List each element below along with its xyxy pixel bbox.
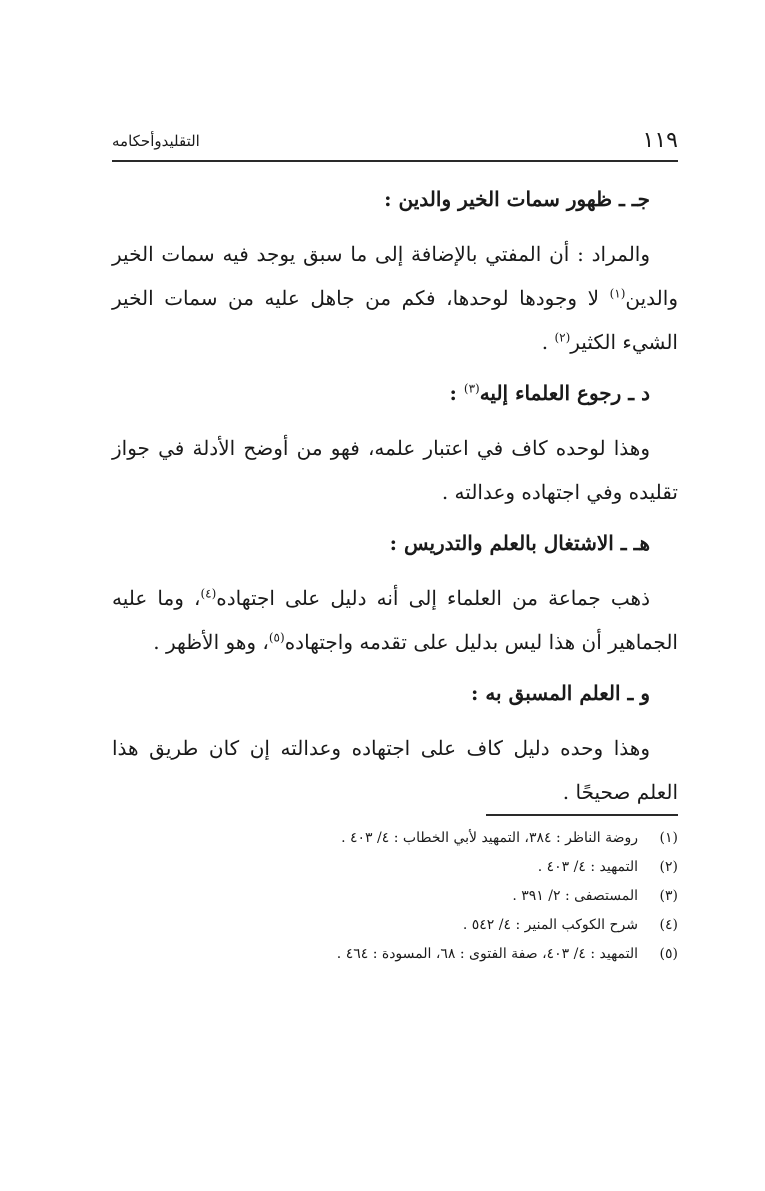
section-heading-j: جـ ـ ظهور سمات الخير والدين : <box>384 187 650 211</box>
footnote-marker-2[interactable]: (٢) <box>554 330 571 345</box>
section-d-paragraph: وهذا لوحده كاف في اعتبار علمه، فهو من أوضح الأدلة في جواز تقليده وفي اجتهاده وعدالته . <box>112 436 678 504</box>
section-heading-w: و ـ العلم المسبق به : <box>470 681 650 705</box>
footnote-marker-5[interactable]: (٥) <box>268 630 285 645</box>
running-title: التقليدوأحكامه <box>112 132 200 150</box>
footnote-3: (٣)المستصفى : ٢/ ٣٩١ . <box>512 888 678 904</box>
section-h-paragraph: ذهب جماعة من العلماء إلى أنه دليل على اجتهاده$^{(٤)}$، وما عليه الجماهير أن هذا ليس بدليل على تقدمه واجتهاده$^{(٥)}$، وهو الأظهر . <box>112 586 678 654</box>
main-text <box>112 178 678 828</box>
page-number: ١١٩ <box>642 128 678 153</box>
footnote-marker-3[interactable]: (٣) <box>463 381 480 396</box>
footnote-1: (١)روضة الناظر : ٣٨٤، التمهيد لأبي الخطاب : ٤/ ٤٠٣ . <box>341 830 678 846</box>
section-j-paragraph: والمراد : أن المفتي بالإضافة إلى ما سبق يوجد فيه سمات الخير والدين$^{(١)}$ لا وجودها لوحدها، فكم من جاهل عليه من سمات الخير الشيء الكثير$^{(٢)}$ . <box>112 242 678 354</box>
footnote-2: (٢)التمهيد : ٤/ ٤٠٣ . <box>537 859 678 875</box>
footnote-marker-4[interactable]: (٤) <box>200 586 217 601</box>
header-rule <box>112 160 678 162</box>
footnote-5: (٥)التمهيد : ٤/ ٤٠٣، صفة الفتوى : ٦٨، المسودة : ٤٦٤ . <box>336 946 678 962</box>
footnotes <box>112 824 678 969</box>
footnote-marker-1[interactable]: (١) <box>609 286 626 301</box>
section-heading-h: هـ ـ الاشتغال بالعلم والتدريس : <box>389 531 650 555</box>
page-header <box>112 128 678 162</box>
section-heading-d: د ـ رجوع العلماء إليه$^{(٣)}$ : <box>449 381 650 405</box>
footnote-4: (٤)شرح الكوكب المنير : ٤/ ٥٤٢ . <box>462 917 678 933</box>
footnote-rule <box>486 814 678 816</box>
section-w-paragraph: وهذا وحده دليل كاف على اجتهاده وعدالته إن كان طريق هذا العلم صحيحًا . <box>112 736 678 804</box>
